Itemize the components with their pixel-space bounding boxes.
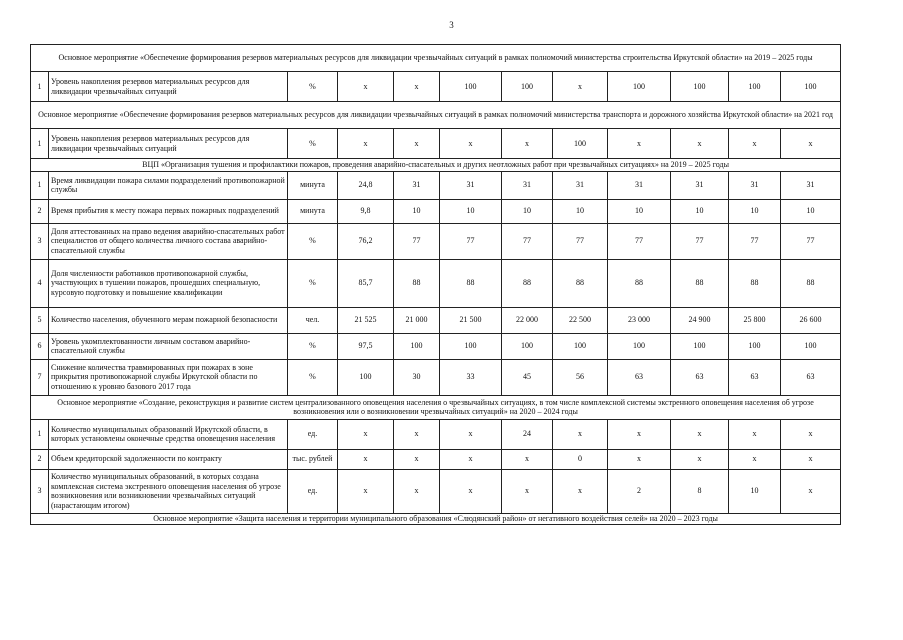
value-cell: x xyxy=(394,419,440,449)
value-cell: 100 xyxy=(553,333,608,359)
value-cell: 31 xyxy=(394,171,440,199)
value-cell: 31 xyxy=(781,171,841,199)
value-cell: 33 xyxy=(440,359,502,395)
row-number: 1 xyxy=(31,129,49,159)
value-cell: 100 xyxy=(440,333,502,359)
indicator-name: Уровень накопления резервов материальных ресурсов для ликвидации чрезвычайных ситуаций xyxy=(49,72,288,102)
value-cell: 56 xyxy=(553,359,608,395)
section-header-row xyxy=(31,395,841,419)
value-cell: 77 xyxy=(440,223,502,259)
value-cell: 10 xyxy=(729,199,781,223)
value-cell: 85,7 xyxy=(338,259,394,307)
value-cell: x xyxy=(394,72,440,102)
value-cell: 10 xyxy=(729,469,781,513)
value-cell: x xyxy=(440,449,502,469)
row-number: 3 xyxy=(31,469,49,513)
section-header: Основное мероприятие «Обеспечение формирования резервов материальных ресурсов для ликвидации чрезвычайных ситуаций в рамках полномочий министерства транспорта и дорожного хозяйства Иркутской области» на 2021 год xyxy=(31,102,841,129)
value-cell: 22 000 xyxy=(502,307,553,333)
value-cell: 100 xyxy=(338,359,394,395)
unit-cell: % xyxy=(288,223,338,259)
value-cell: 23 000 xyxy=(608,307,671,333)
value-cell: 10 xyxy=(781,199,841,223)
indicator-name: Доля аттестованных на право ведения аварийно-спасательных работ специалистов от общего количества личного состава аварийно-спасательной службы xyxy=(49,223,288,259)
value-cell: x xyxy=(394,129,440,159)
value-cell: x xyxy=(608,449,671,469)
value-cell: 100 xyxy=(553,129,608,159)
indicator-name: Количество населения, обученного мерам пожарной безопасности xyxy=(49,307,288,333)
value-cell: 77 xyxy=(608,223,671,259)
value-cell: 45 xyxy=(502,359,553,395)
value-cell: x xyxy=(394,469,440,513)
unit-cell: % xyxy=(288,333,338,359)
row-number: 2 xyxy=(31,449,49,469)
page-number: 3 xyxy=(449,20,454,30)
value-cell: 88 xyxy=(394,259,440,307)
value-cell: 21 525 xyxy=(338,307,394,333)
table-row xyxy=(31,199,841,223)
indicators-table xyxy=(30,44,841,525)
value-cell: x xyxy=(781,449,841,469)
table-row xyxy=(31,223,841,259)
value-cell: 63 xyxy=(608,359,671,395)
value-cell: x xyxy=(394,449,440,469)
value-cell: x xyxy=(781,129,841,159)
unit-cell: минута xyxy=(288,199,338,223)
unit-cell: чел. xyxy=(288,307,338,333)
value-cell: x xyxy=(781,419,841,449)
table-row xyxy=(31,307,841,333)
value-cell: x xyxy=(502,469,553,513)
value-cell: x xyxy=(440,129,502,159)
value-cell: 77 xyxy=(553,223,608,259)
value-cell: x xyxy=(440,419,502,449)
value-cell: x xyxy=(671,129,729,159)
value-cell: 10 xyxy=(608,199,671,223)
row-number: 4 xyxy=(31,259,49,307)
value-cell: 88 xyxy=(671,259,729,307)
value-cell: 9,8 xyxy=(338,199,394,223)
value-cell: 10 xyxy=(440,199,502,223)
indicator-name: Снижение количества травмированных при пожарах в зоне прикрытия противопожарной службы Иркутской области по отношению к уровню базового 2017 года xyxy=(49,359,288,395)
value-cell: 10 xyxy=(394,199,440,223)
value-cell: 63 xyxy=(671,359,729,395)
value-cell: x xyxy=(729,419,781,449)
value-cell: 88 xyxy=(729,259,781,307)
unit-cell: минута xyxy=(288,171,338,199)
value-cell: x xyxy=(502,129,553,159)
value-cell: x xyxy=(338,129,394,159)
indicator-name: Доля численности работников противопожарной службы, участвующих в тушении пожаров, прошедших специальную, курсовую подготовку и повышение квалификации xyxy=(49,259,288,307)
value-cell: 100 xyxy=(502,72,553,102)
value-cell: x xyxy=(440,469,502,513)
table-row xyxy=(31,259,841,307)
unit-cell: % xyxy=(288,359,338,395)
section-header-row xyxy=(31,159,841,172)
value-cell: 88 xyxy=(502,259,553,307)
value-cell: 2 xyxy=(608,469,671,513)
value-cell: x xyxy=(338,419,394,449)
value-cell: 26 600 xyxy=(781,307,841,333)
table-row xyxy=(31,333,841,359)
value-cell: 25 800 xyxy=(729,307,781,333)
value-cell: 63 xyxy=(781,359,841,395)
value-cell: 100 xyxy=(502,333,553,359)
unit-cell: % xyxy=(288,259,338,307)
table-row xyxy=(31,129,841,159)
value-cell: 31 xyxy=(608,171,671,199)
indicator-name: Объем кредиторской задолженности по контракту xyxy=(49,449,288,469)
value-cell: x xyxy=(781,469,841,513)
value-cell: 88 xyxy=(781,259,841,307)
value-cell: 77 xyxy=(781,223,841,259)
value-cell: 77 xyxy=(502,223,553,259)
value-cell: 21 500 xyxy=(440,307,502,333)
value-cell: 31 xyxy=(440,171,502,199)
value-cell: 97,5 xyxy=(338,333,394,359)
value-cell: 10 xyxy=(671,199,729,223)
value-cell: 76,2 xyxy=(338,223,394,259)
value-cell: 100 xyxy=(608,333,671,359)
value-cell: 77 xyxy=(671,223,729,259)
indicator-name: Количество муниципальных образований Иркутской области, в которых установлены оконечные средства оповещения населения xyxy=(49,419,288,449)
row-number: 2 xyxy=(31,199,49,223)
value-cell: 10 xyxy=(553,199,608,223)
row-number: 1 xyxy=(31,419,49,449)
value-cell: 0 xyxy=(553,449,608,469)
value-cell: 21 000 xyxy=(394,307,440,333)
unit-cell: ед. xyxy=(288,419,338,449)
value-cell: x xyxy=(553,469,608,513)
value-cell: 100 xyxy=(608,72,671,102)
value-cell: 100 xyxy=(729,72,781,102)
value-cell: x xyxy=(729,129,781,159)
value-cell: 31 xyxy=(729,171,781,199)
value-cell: 100 xyxy=(729,333,781,359)
table-row xyxy=(31,469,841,513)
section-header-row xyxy=(31,102,841,129)
value-cell: x xyxy=(338,449,394,469)
indicator-name: Время ликвидации пожара силами подразделений противопожарной службы xyxy=(49,171,288,199)
unit-cell: ед. xyxy=(288,469,338,513)
value-cell: 100 xyxy=(394,333,440,359)
value-cell: 8 xyxy=(671,469,729,513)
value-cell: 10 xyxy=(502,199,553,223)
section-header-row xyxy=(31,513,841,524)
value-cell: 77 xyxy=(394,223,440,259)
indicator-name: Уровень укомплектованности личным составом аварийно-спасательной службы xyxy=(49,333,288,359)
unit-cell: % xyxy=(288,129,338,159)
indicator-name: Уровень накопления резервов материальных ресурсов для ликвидации чрезвычайных ситуаций xyxy=(49,129,288,159)
section-header-row xyxy=(31,45,841,72)
value-cell: 30 xyxy=(394,359,440,395)
value-cell: 24 900 xyxy=(671,307,729,333)
value-cell: 100 xyxy=(671,72,729,102)
value-cell: x xyxy=(671,449,729,469)
section-header: Основное мероприятие «Защита населения и территории муниципального образования «Слюдянский район» от негативного воздействия селей» на 2020 – 2023 годы xyxy=(31,513,841,524)
table-row xyxy=(31,449,841,469)
value-cell: 63 xyxy=(729,359,781,395)
value-cell: x xyxy=(729,449,781,469)
value-cell: 31 xyxy=(502,171,553,199)
value-cell: 88 xyxy=(608,259,671,307)
unit-cell: % xyxy=(288,72,338,102)
value-cell: 77 xyxy=(729,223,781,259)
value-cell: 31 xyxy=(553,171,608,199)
indicator-name: Количество муниципальных образований, в которых создана комплексная система экстренного оповещения населения об угрозе возникновения или возникновении чрезвычайных ситуаций (нарастающим итогом) xyxy=(49,469,288,513)
section-header: Основное мероприятие «Обеспечение формирования резервов материальных ресурсов для ликвидации чрезвычайных ситуаций в рамках полномочий министерства строительства Иркутской области» на 2019 – 2025 годы xyxy=(31,45,841,72)
value-cell: x xyxy=(338,72,394,102)
value-cell: x xyxy=(608,419,671,449)
value-cell: 100 xyxy=(440,72,502,102)
value-cell: 22 500 xyxy=(553,307,608,333)
value-cell: x xyxy=(502,449,553,469)
value-cell: 88 xyxy=(553,259,608,307)
value-cell: 24,8 xyxy=(338,171,394,199)
table-row xyxy=(31,72,841,102)
row-number: 7 xyxy=(31,359,49,395)
row-number: 6 xyxy=(31,333,49,359)
value-cell: x xyxy=(608,129,671,159)
value-cell: x xyxy=(553,419,608,449)
row-number: 3 xyxy=(31,223,49,259)
value-cell: x xyxy=(553,72,608,102)
value-cell: 24 xyxy=(502,419,553,449)
row-number: 1 xyxy=(31,72,49,102)
table-row xyxy=(31,419,841,449)
value-cell: 100 xyxy=(671,333,729,359)
value-cell: 100 xyxy=(781,333,841,359)
table-row xyxy=(31,359,841,395)
table-row xyxy=(31,171,841,199)
section-header: ВЦП «Организация тушения и профилактики пожаров, проведения аварийно-спасательных и других неотложных работ при чрезвычайных ситуациях» на 2019 – 2025 годы xyxy=(31,159,841,172)
value-cell: x xyxy=(338,469,394,513)
row-number: 1 xyxy=(31,171,49,199)
indicator-name: Время прибытия к месту пожара первых пожарных подразделений xyxy=(49,199,288,223)
value-cell: 100 xyxy=(781,72,841,102)
row-number: 5 xyxy=(31,307,49,333)
section-header: Основное мероприятие «Создание, реконструкция и развитие систем централизованного оповещения населения о чрезвычайных ситуациях, в том числе комплексной системы экстренного оповещения населения об угрозе возникновения или о возникновении чрезвычайных ситуаций» на 2020 – 2024 годы xyxy=(31,395,841,419)
value-cell: 31 xyxy=(671,171,729,199)
value-cell: x xyxy=(671,419,729,449)
unit-cell: тыс. рублей xyxy=(288,449,338,469)
value-cell: 88 xyxy=(440,259,502,307)
